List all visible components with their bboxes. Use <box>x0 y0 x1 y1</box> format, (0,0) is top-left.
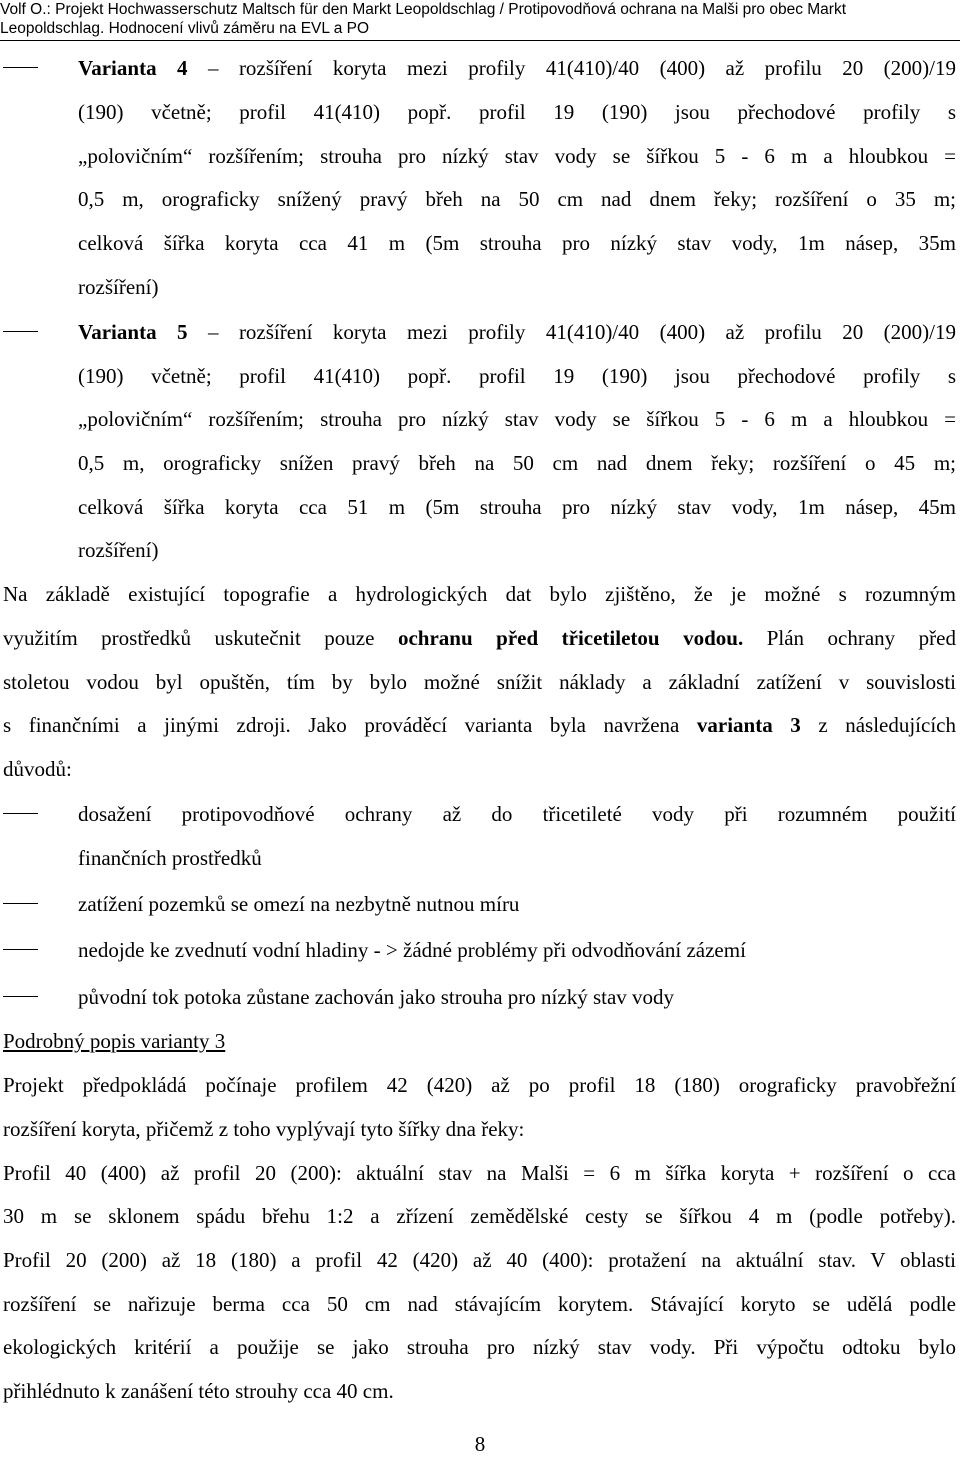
variant-5-line-2: (190) včetně; profil 41(410) popř. profil 19 (190) jsou přechodové profily s <box>78 364 956 388</box>
variant-4-line-4: 0,5 m, orograficky snížený pravý břeh na 50 cm nad dnem řeky; rozšíření o 35 m; <box>78 187 956 211</box>
para2-line-8: přihlédnuto k zanášení této strouhy cca 40 cm. <box>3 1379 394 1403</box>
reason-1-line-2: finančních prostředků <box>78 846 262 870</box>
section-title <box>3 1029 225 1054</box>
variant-5-line-6: rozšíření) <box>78 538 159 562</box>
dash-bullet <box>3 903 38 904</box>
variant-5-line-4: 0,5 m, orograficky snížen pravý břeh na 50 cm nad dnem řeky; rozšíření o 45 m; <box>78 451 956 475</box>
para1-text: využitím prostředků uskutečnit pouze <box>3 626 398 650</box>
para1-line-5: důvodů: <box>3 757 72 781</box>
variant-5-line-1: Varianta 5 – rozšíření koryta mezi profily 41(410)/40 (400) až profilu 20 (200)/19 <box>78 320 957 344</box>
variant-4-line-1: Varianta 4 – rozšíření koryta mezi profily 41(410)/40 (400) až profilu 20 (200)/19 <box>78 56 957 80</box>
variant-4-line-5: celková šířka koryta cca 41 m (5m strouha pro nízký stav vody, 1m násep, 35m <box>78 231 956 255</box>
para2-line-3: Profil 40 (400) až profil 20 (200): aktuální stav na Malši = 6 m šířka koryta + rozšíření o cca <box>3 1161 956 1185</box>
page-number: 8 <box>474 1432 486 1456</box>
page-header <box>0 0 960 38</box>
variant-5-title: Varianta 5 <box>78 320 188 344</box>
dash-bullet <box>3 949 38 950</box>
para2-line-7: ekologických kritérií a použije se jako strouha pro nízký stav vody. Při výpočtu odtoku bylo <box>3 1335 956 1359</box>
reason-2: zatížení pozemků se omezí na nezbytně nutnou míru <box>78 892 520 916</box>
para1-text: z následujících <box>800 713 956 737</box>
reason-4: původní tok potoka zůstane zachován jako strouha pro nízký stav vody <box>78 985 675 1009</box>
dash-bullet <box>3 813 38 814</box>
reason-1-line-1: dosažení protipovodňové ochrany až do třicetileté vody při rozumném použití <box>78 802 956 826</box>
para1-emphasis: varianta 3 <box>696 713 801 737</box>
variant-5-text: rozšíření koryta mezi profily 41(410)/40 (400) až profilu 20 (200)/19 <box>238 320 957 344</box>
header-divider <box>0 40 960 41</box>
variant-5-line-3: „polovičním“ rozšířením; strouha pro nízký stav vody se šířkou 5 - 6 m a hloubkou = <box>78 407 956 431</box>
para1-line-4 <box>3 713 956 738</box>
dash-bullet <box>3 331 38 332</box>
para2-line-1: Projekt předpokládá počínaje profilem 42 (420) až po profil 18 (180) orograficky pravobřežní <box>3 1073 956 1097</box>
dash-bullet <box>3 996 38 997</box>
variant-4-text: rozšíření koryta mezi profily 41(410)/40 (400) až profilu 20 (200)/19 <box>238 56 957 80</box>
variant-4-line-2: (190) včetně; profil 41(410) popř. profil 19 (190) jsou přechodové profily s <box>78 100 956 124</box>
para1-text: Plán ochrany před <box>743 626 956 650</box>
dash-bullet <box>3 67 38 68</box>
variant-4-line-6: rozšíření) <box>78 275 159 299</box>
variant-4-title: Varianta 4 <box>78 56 188 80</box>
para1-line-1: Na základě existující topografie a hydrologických dat bylo zjištěno, že je možné s rozumným <box>3 582 956 606</box>
reason-3: nedojde ke zvednutí vodní hladiny - > žádné problémy při odvodňování zázemí <box>78 938 746 962</box>
para2-line-6: rozšíření se nařizuje berma cca 50 cm nad stávajícím korytem. Stávající koryto se udělá podle <box>3 1292 956 1316</box>
para2-line-5: Profil 20 (200) až 18 (180) a profil 42 (420) až 40 (400): protažení na aktuální stav. V oblasti <box>3 1248 956 1272</box>
para1-line-3: stoletou vodou byl opuštěn, tím by bylo možné snížit náklady a základní zatížení v souvislosti <box>3 670 956 694</box>
variant-4-line-3: „polovičním“ rozšířením; strouha pro nízký stav vody se šířkou 5 - 6 m a hloubkou = <box>78 144 956 168</box>
header-line-2: Leopoldschlag. Hodnocení vlivů záměru na EVL a PO <box>0 20 370 37</box>
para2-line-4: 30 m se sklonem spádu břehu 1:2 a zřízení zemědělské cesty se šířkou 4 m (podle potřeby). <box>3 1204 956 1228</box>
para1-text: s finančními a jinými zdroji. Jako prováděcí varianta byla navržena <box>3 713 697 737</box>
para2-line-2: rozšíření koryta, přičemž z toho vyplývají tyto šířky dna řeky: <box>3 1117 525 1141</box>
section-title-text: Podrobný popis varianty 3 <box>3 1029 226 1053</box>
variant-5-line-5: celková šířka koryta cca 51 m (5m strouha pro nízký stav vody, 1m násep, 45m <box>78 495 956 519</box>
para1-line-2 <box>3 626 956 651</box>
para1-emphasis: ochranu před třicetiletou vodou. <box>397 626 744 650</box>
header-line-1: Volf O.: Projekt Hochwasserschutz Maltsch für den Markt Leopoldschlag / Protipovodňová ochrana na Malši pro obec Markt <box>0 1 847 18</box>
